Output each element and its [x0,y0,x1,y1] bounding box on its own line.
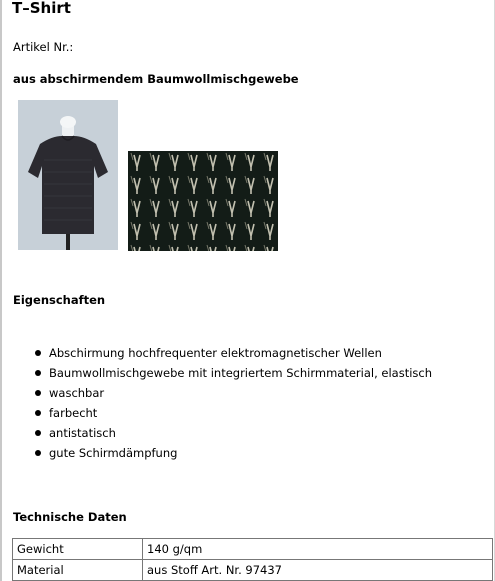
list-item [0,383,432,403]
bullet-icon [35,410,41,416]
technical-data-heading: Technische Daten [13,510,127,524]
product-subtitle: aus abschirmendem Baumwollmischgewebe [13,72,299,86]
spec-label: Gewicht [13,539,143,560]
list-item-text: farbecht [49,406,98,420]
tshirt-photo [18,100,118,250]
bullet-icon [35,370,41,376]
left-border [0,0,2,581]
list-item [0,443,432,463]
bullet-icon [35,450,41,456]
technical-data-table [12,538,493,581]
bullet-icon [35,430,41,436]
spec-value: 140 g/qm [143,539,493,560]
table-row [13,560,493,581]
list-item-text: Baumwollmischgewebe mit integriertem Schirmmaterial, elastisch [49,366,433,380]
list-item [0,403,432,423]
list-item [0,343,432,363]
list-item [0,363,432,383]
properties-heading: Eigenschaften [13,293,106,307]
bullet-icon [35,350,41,356]
spec-label: Material [13,560,143,581]
list-item-text: Abschirmung hochfrequenter elektromagnetischer Wellen [49,346,382,360]
table-row [13,539,493,560]
page-title: T–Shirt [12,0,71,17]
bullet-icon [35,390,41,396]
article-number-label: Artikel Nr.: [13,40,74,54]
list-item-text: waschbar [49,386,105,400]
list-item-text: antistatisch [49,426,116,440]
properties-list [0,343,432,463]
list-item [0,423,432,443]
spec-value: aus Stoff Art. Nr. 97437 [143,560,493,581]
fabric-closeup-photo [128,151,278,251]
list-item-text: gute Schirmdämpfung [49,446,178,460]
